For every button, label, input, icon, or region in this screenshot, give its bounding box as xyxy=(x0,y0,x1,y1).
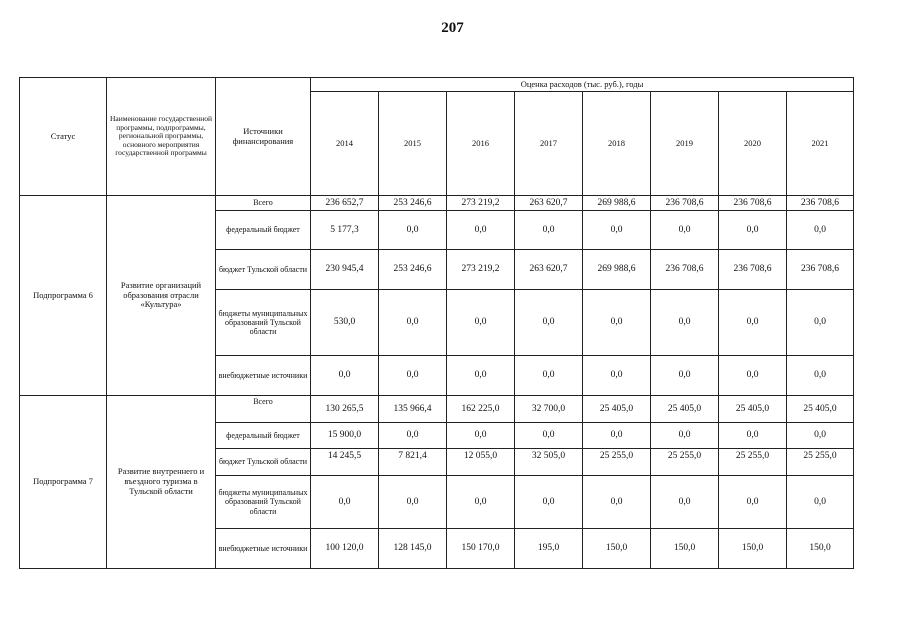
page-number: 207 xyxy=(441,20,464,36)
value-cell: 273 219,2 xyxy=(447,250,515,290)
value-cell: 530,0 xyxy=(311,290,379,356)
header-year: 2021 xyxy=(787,92,854,196)
value-cell: 150 170,0 xyxy=(447,529,515,569)
value-cell: 0,0 xyxy=(311,476,379,529)
value-cell: 0,0 xyxy=(651,356,719,396)
value-cell: 0,0 xyxy=(719,356,787,396)
header-year: 2019 xyxy=(651,92,719,196)
funding-source: бюджет Тульской области xyxy=(216,250,311,290)
value-cell: 15 900,0 xyxy=(311,423,379,449)
value-cell: 25 255,0 xyxy=(583,449,651,476)
value-cell: 25 255,0 xyxy=(787,449,854,476)
value-cell: 25 405,0 xyxy=(719,396,787,423)
value-cell: 0,0 xyxy=(515,356,583,396)
value-cell: 236 708,6 xyxy=(787,250,854,290)
budget-table xyxy=(19,77,854,569)
value-cell: 25 255,0 xyxy=(719,449,787,476)
value-cell: 0,0 xyxy=(447,423,515,449)
value-cell: 0,0 xyxy=(719,290,787,356)
value-cell: 0,0 xyxy=(651,423,719,449)
value-cell: 195,0 xyxy=(515,529,583,569)
header-year: 2016 xyxy=(447,92,515,196)
value-cell: 128 145,0 xyxy=(379,529,447,569)
value-cell: 150,0 xyxy=(787,529,854,569)
header-year: 2018 xyxy=(583,92,651,196)
value-cell: 25 405,0 xyxy=(787,396,854,423)
value-cell: 0,0 xyxy=(515,211,583,250)
value-cell: 273 219,2 xyxy=(447,196,515,211)
value-cell: 12 055,0 xyxy=(447,449,515,476)
table-row xyxy=(20,196,854,211)
value-cell: 0,0 xyxy=(719,476,787,529)
value-cell: 236 708,6 xyxy=(651,250,719,290)
value-cell: 0,0 xyxy=(515,476,583,529)
value-cell: 32 700,0 xyxy=(515,396,583,423)
value-cell: 253 246,6 xyxy=(379,196,447,211)
value-cell: 25 255,0 xyxy=(651,449,719,476)
value-cell: 0,0 xyxy=(583,290,651,356)
funding-source: бюджет Тульской области xyxy=(216,449,311,476)
value-cell: 0,0 xyxy=(583,356,651,396)
value-cell: 0,0 xyxy=(379,290,447,356)
value-cell: 269 988,6 xyxy=(583,196,651,211)
value-cell: 263 620,7 xyxy=(515,196,583,211)
value-cell: 0,0 xyxy=(651,290,719,356)
header-row-1 xyxy=(20,78,854,92)
header-year: 2017 xyxy=(515,92,583,196)
value-cell: 0,0 xyxy=(787,476,854,529)
value-cell: 25 405,0 xyxy=(651,396,719,423)
value-cell: 5 177,3 xyxy=(311,211,379,250)
funding-source: внебюджетные источники xyxy=(216,529,311,569)
value-cell: 0,0 xyxy=(787,290,854,356)
header-year: 2014 xyxy=(311,92,379,196)
value-cell: 0,0 xyxy=(787,423,854,449)
header-year: 2015 xyxy=(379,92,447,196)
program-name: Развитие организаций образования отрасли «Культура» xyxy=(107,196,216,396)
value-cell: 135 966,4 xyxy=(379,396,447,423)
value-cell: 0,0 xyxy=(583,476,651,529)
value-cell: 14 245,5 xyxy=(311,449,379,476)
value-cell: 253 246,6 xyxy=(379,250,447,290)
value-cell: 150,0 xyxy=(651,529,719,569)
funding-source: Всего xyxy=(216,196,311,211)
value-cell: 0,0 xyxy=(447,211,515,250)
value-cell: 0,0 xyxy=(515,290,583,356)
value-cell: 230 945,4 xyxy=(311,250,379,290)
value-cell: 0,0 xyxy=(583,211,651,250)
value-cell: 0,0 xyxy=(379,211,447,250)
funding-source: бюджеты муниципальных образований Тульской области xyxy=(216,476,311,529)
table-row xyxy=(20,396,854,423)
header-estimate: Оценка расходов (тыс. руб.), годы xyxy=(311,78,854,92)
value-cell: 0,0 xyxy=(719,211,787,250)
funding-source: федеральный бюджет xyxy=(216,423,311,449)
value-cell: 0,0 xyxy=(651,476,719,529)
funding-source: бюджеты муниципальных образований Тульской области xyxy=(216,290,311,356)
funding-source: Всего xyxy=(216,396,311,423)
value-cell: 236 708,6 xyxy=(719,250,787,290)
program-name: Развитие внутреннего и въездного туризма в Тульской области xyxy=(107,396,216,569)
program-status: Подпрограмма 7 xyxy=(20,396,107,569)
value-cell: 130 265,5 xyxy=(311,396,379,423)
value-cell: 0,0 xyxy=(447,290,515,356)
value-cell: 0,0 xyxy=(447,476,515,529)
value-cell: 0,0 xyxy=(787,356,854,396)
value-cell: 236 708,6 xyxy=(787,196,854,211)
value-cell: 269 988,6 xyxy=(583,250,651,290)
header-name: Наименование государственной программы, подпрограммы, региональной программы, основного мероприятия государственной программы xyxy=(107,78,216,196)
funding-source: внебюджетные источники xyxy=(216,356,311,396)
value-cell: 0,0 xyxy=(651,211,719,250)
value-cell: 0,0 xyxy=(447,356,515,396)
value-cell: 0,0 xyxy=(311,356,379,396)
value-cell: 32 505,0 xyxy=(515,449,583,476)
value-cell: 150,0 xyxy=(719,529,787,569)
value-cell: 0,0 xyxy=(719,423,787,449)
funding-source: федеральный бюджет xyxy=(216,211,311,250)
value-cell: 162 225,0 xyxy=(447,396,515,423)
value-cell: 0,0 xyxy=(379,476,447,529)
header-sources: Источники финансирования xyxy=(216,78,311,196)
value-cell: 0,0 xyxy=(379,356,447,396)
header-year: 2020 xyxy=(719,92,787,196)
value-cell: 0,0 xyxy=(379,423,447,449)
value-cell: 0,0 xyxy=(787,211,854,250)
header-status: Статус xyxy=(20,78,107,196)
value-cell: 263 620,7 xyxy=(515,250,583,290)
value-cell: 236 708,6 xyxy=(651,196,719,211)
value-cell: 236 708,6 xyxy=(719,196,787,211)
value-cell: 0,0 xyxy=(515,423,583,449)
value-cell: 0,0 xyxy=(583,423,651,449)
value-cell: 236 652,7 xyxy=(311,196,379,211)
value-cell: 100 120,0 xyxy=(311,529,379,569)
value-cell: 150,0 xyxy=(583,529,651,569)
value-cell: 7 821,4 xyxy=(379,449,447,476)
program-status: Подпрограмма 6 xyxy=(20,196,107,396)
value-cell: 25 405,0 xyxy=(583,396,651,423)
